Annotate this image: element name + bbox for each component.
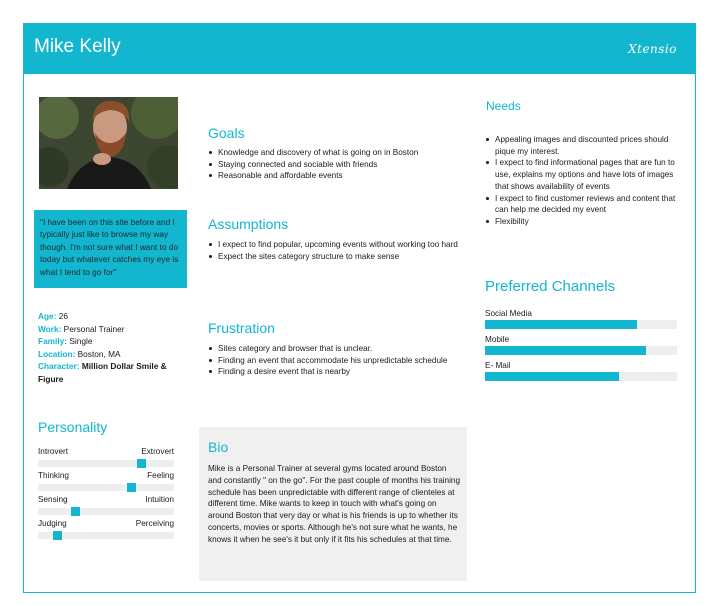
- persona-facts: [38, 310, 188, 385]
- goals-list: [208, 147, 458, 182]
- channel-email: [485, 361, 677, 381]
- bio-text: Mike is a Personal Trainer at several gyms located around Boston and constantly " on the go". For the past couple of months his training schedule has been unpredictable with different range of clienteles at different time. Mike wants to keep in touch with what's going on around Boston that very day or what is his friends is up to whether its concerts, movies or sports. Although he's not sure what he wants, he knows it when he see's it but only if it fits his schedules at that time.: [208, 464, 461, 544]
- trait-row: Judging Perceiving: [38, 519, 174, 543]
- trait-track: [38, 508, 174, 515]
- channel-label: Social Media: [485, 309, 532, 318]
- goals-title: Goals: [208, 125, 245, 141]
- fact-age: Age: 26: [38, 311, 68, 321]
- list-item: Appealing images and discounted prices should pique my interest.: [485, 134, 685, 157]
- list-item: I expect to find informational pages that are fun to use, explains my options and have lots of images that shows availability of events: [485, 157, 685, 192]
- brand-logo: Xtensio: [628, 42, 677, 56]
- personality-sliders: [38, 447, 174, 543]
- list-item: Flexibility: [485, 216, 685, 228]
- trait-track: [38, 460, 174, 467]
- trait-marker: [127, 483, 136, 492]
- frustration-title: Frustration: [208, 320, 275, 336]
- bio-title: Bio: [208, 439, 229, 455]
- trait-marker: [71, 507, 80, 516]
- frustration-list: [208, 343, 458, 378]
- trait-marker: [53, 531, 62, 540]
- trait-row: Introvert Extrovert: [38, 447, 174, 471]
- list-item: Staying connected and sociable with friends: [208, 159, 458, 171]
- channel-bar: [485, 346, 646, 355]
- list-item: Sites category and browser that is unclear.: [208, 343, 458, 355]
- assumptions-list: [208, 239, 466, 262]
- trait-marker: [137, 459, 146, 468]
- list-item: I expect to find customer reviews and content that can help me decided my event: [485, 193, 685, 216]
- persona-header: [24, 24, 695, 74]
- personality-title: Personality: [38, 419, 108, 435]
- channel-bar: [485, 320, 637, 329]
- trait-track: [38, 484, 174, 491]
- fact-character: Character: Million Dollar Smile & Figure: [38, 361, 167, 384]
- channels-title: Preferred Channels: [485, 278, 616, 295]
- persona-name: Mike Kelly: [34, 36, 121, 57]
- needs-title: Needs: [486, 99, 521, 113]
- channel-track: [485, 372, 677, 381]
- channel-track: [485, 346, 677, 355]
- channel-social-media: [485, 309, 677, 329]
- trait-row: Sensing Intuition: [38, 495, 174, 519]
- persona-card: [23, 23, 696, 593]
- channel-track: [485, 320, 677, 329]
- fact-work: Work: Personal Trainer: [38, 323, 125, 334]
- channel-bar: [485, 372, 619, 381]
- channel-label: E- Mail: [485, 361, 511, 370]
- fact-location: Location: Boston, MA: [38, 348, 121, 359]
- list-item: I expect to find popular, upcoming events without working too hard: [208, 239, 466, 251]
- bio-panel: [199, 427, 467, 581]
- channel-mobile: [485, 335, 677, 355]
- portrait-image: [39, 97, 178, 189]
- needs-list: [485, 134, 685, 228]
- channel-label: Mobile: [485, 335, 510, 344]
- list-item: Expect the sites category structure to make sense: [208, 251, 466, 263]
- trait-row: Thinking Feeling: [38, 471, 174, 495]
- list-item: Reasonable and affordable events: [208, 170, 458, 182]
- fact-family: Family: Single: [38, 336, 93, 346]
- list-item: Knowledge and discovery of what is going on in Boston: [208, 147, 458, 159]
- persona-quote: "I have been on this site before and I typically just like to browse my way though. I'm not sure what I want to do today but whatever catches my eye is what I tend to go for": [34, 210, 187, 288]
- list-item: Finding an event that accommodate his unpredictable schedule: [208, 355, 458, 367]
- persona-photo: [39, 97, 178, 189]
- list-item: Finding a desire event that is nearby: [208, 366, 458, 378]
- assumptions-title: Assumptions: [208, 216, 289, 232]
